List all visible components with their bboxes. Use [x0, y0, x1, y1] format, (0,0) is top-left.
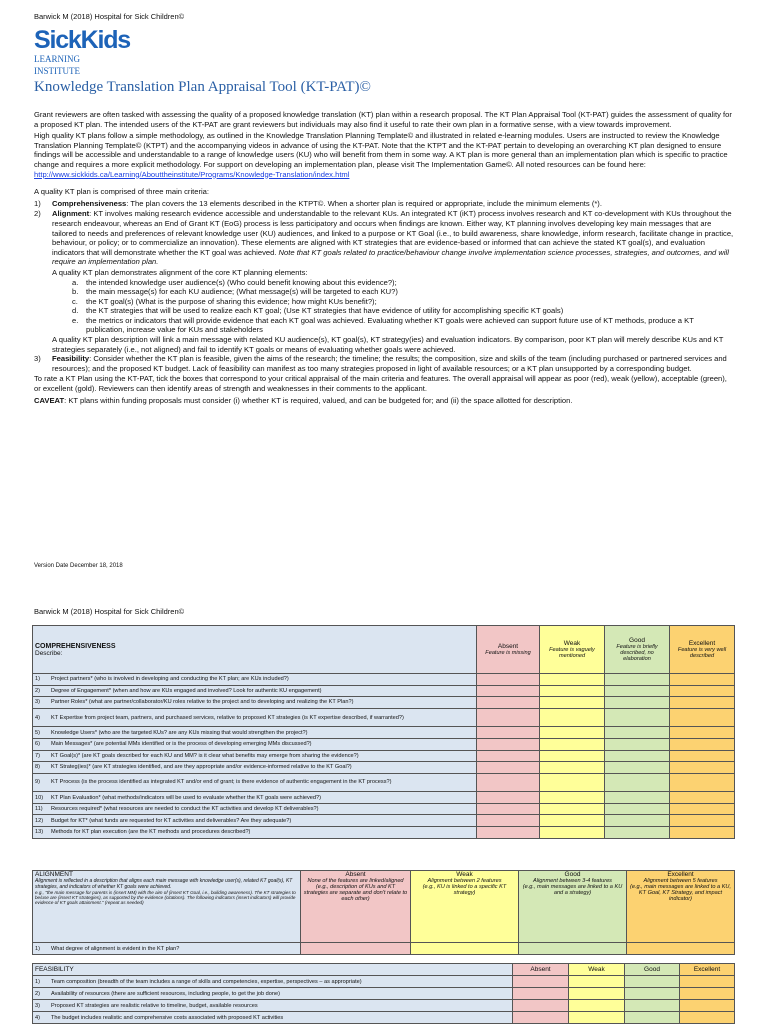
- checkbox-good[interactable]: [605, 674, 670, 686]
- checkbox-absent[interactable]: [477, 792, 540, 804]
- row-num: 7): [35, 752, 40, 759]
- intro-paragraph-1: Grant reviewers are often tasked with assessing the quality of a proposed knowledge translation (KT) plan within a research proposal. The KT Plan Appraisal Tool (KT-PAT) guides the assessment of quality for a proposed KT plan. The intended users of the KT-PAT are grant reviewers but individuals may also find it useful to rate their own plan in a formative sense, with a view towards improvement.: [34, 110, 732, 129]
- checkbox-weak[interactable]: [540, 685, 605, 697]
- row-text: KT Process (is the process identified as integrated KT and/or end of grant; is there evidence of authentic engagement in the KT process?): [51, 779, 392, 786]
- criterion-cell: [33, 815, 477, 827]
- rating-label: Excellent: [688, 640, 716, 647]
- checkbox-excellent[interactable]: [670, 708, 735, 727]
- rating-absent: [477, 626, 540, 674]
- rating-example: (e.g., KU is linked to a specific KT strategy): [422, 884, 507, 896]
- row-num: 6): [35, 741, 40, 748]
- checkbox-good[interactable]: [625, 1000, 680, 1012]
- rating-weak: [540, 626, 605, 674]
- row-text: Main Messages* (are potential MMs identified or is the process of developing emerging MMs discussed?): [51, 741, 312, 748]
- row-text: Team composition (breadth of the team includes a range of skills and competencies, expertise, perspectives – as appropriate): [51, 978, 362, 985]
- criterion-2-num: 2): [34, 209, 41, 219]
- row-num: 1): [35, 945, 40, 952]
- comprehensiveness-title: COMPREHENSIVENESS: [35, 642, 116, 650]
- rating-desc: Alignment between 3-4 features: [533, 878, 612, 884]
- row-text: Availability of resources (there are sufficient resources, including people, to get the job done): [51, 990, 280, 997]
- checkbox-good[interactable]: [605, 792, 670, 804]
- caveat: [34, 396, 734, 406]
- table-row: [33, 750, 735, 762]
- logo-brand: SickKids: [34, 26, 131, 54]
- checkbox-good[interactable]: [625, 1012, 680, 1024]
- checkbox-weak[interactable]: [540, 773, 605, 792]
- rating-good: [605, 626, 670, 674]
- checkbox-good[interactable]: [625, 976, 680, 988]
- checkbox-good[interactable]: [605, 815, 670, 827]
- feas-rating-absent: Absent: [513, 964, 569, 976]
- criterion-cell: [33, 685, 477, 697]
- row-text: KT Plan Evaluation* (what methods/indicators will be used to evaluate whether the KT goals were achieved?): [51, 794, 321, 801]
- alignment-desc: Alignment is reflected in a description that aligns each main message with knowledge user(s), related KT goal(s), KT strategies, and indicators of whether KT goals were achieved.: [35, 878, 293, 890]
- row-num: 8): [35, 764, 40, 771]
- row-text: Resources required* (what resources are needed to conduct the KT activities and develop KT deliverables?): [51, 806, 319, 813]
- row-num: 3): [35, 699, 40, 706]
- table-row: [33, 815, 735, 827]
- row-text: Knowledge Users* (who are the targeted KUs? are any KUs missing that would strengthen the project?): [51, 729, 308, 736]
- sub-item-text: the KT strategies that will be used to realize each KT goal; (Use KT strategies that have evidence of utility for accomplishing specific KT goals): [86, 306, 564, 316]
- criterion-cell: [33, 738, 477, 750]
- rating-label: Excellent: [667, 871, 694, 878]
- checkbox-good[interactable]: [605, 827, 670, 839]
- rating-label: Absent: [345, 871, 366, 878]
- criterion-cell: [33, 1012, 513, 1024]
- checkbox-excellent[interactable]: [627, 943, 735, 955]
- checkbox-excellent[interactable]: [670, 815, 735, 827]
- checkbox-absent[interactable]: [477, 827, 540, 839]
- checkbox-weak[interactable]: [569, 988, 625, 1000]
- criterion-cell: [33, 792, 477, 804]
- checkbox-weak[interactable]: [540, 803, 605, 815]
- rating-desc: Alignment between 5 features: [643, 878, 718, 884]
- feasibility-table: [32, 963, 735, 1024]
- rating-label: Good: [629, 637, 645, 644]
- rating-example: (e.g., description of KUs and KT strategies are separate and don't relate to each other): [303, 884, 408, 902]
- row-num: 3): [35, 1002, 40, 1009]
- checkbox-absent[interactable]: [477, 738, 540, 750]
- row-text: KT Expertise from project team, partners, and purchased services, relative to proposed KT strategies (is KT expertise described, if warranted?): [51, 714, 404, 721]
- table-row: [33, 803, 735, 815]
- criterion-cell: [33, 727, 477, 739]
- table-row: [33, 792, 735, 804]
- criterion-3-num: 3): [34, 354, 41, 364]
- checkbox-good[interactable]: [605, 773, 670, 792]
- resources-link[interactable]: http://www.sickkids.ca/Learning/Abouttheinstitute/Programs/Knowledge-Translation/index.html: [34, 169, 350, 179]
- table-row: [33, 727, 735, 739]
- intro-paragraph-2-text: High quality KT plans follow a simple methodology, as outlined in the Knowledge Translation Planning Template© and illustrated in related e-learning modules. Users are instructed to review the Knowledge Translation Planning Template© (KTPT) and the accompanying videos in advance of using the KT-PAT. Note that the KTPT and the KT-PAT pertain to developing an overarching KT plan designed to ensure findings will be accessible and understandable to a range of knowledge users (KU) who will benefit from them in some way. A KT plan is more general than an implementation plan which is specific to practice change and requires a more explicit methodology. For support on developing an implementation plan, please visit The Implementation Game©. All noted resources can be found here:: [34, 131, 728, 169]
- criterion-2-text: : KT involves making research evidence accessible and understandable to the relevant KUs. An integrated KT (iKT) process involves research and KT co-development with KUs throughout the research endeavour, whereas an End of Grant KT (EoG) process is less participatory and occurs when findings are known. Either way, KT planning involves developing key main messages that are tailored to needs and preferences of relevant knowledge user (KU) audiences, and linked to a purpose or KT Goal (i.e., to build awareness, share knowledge, inform research, facilitate change in practice, behaviour, or policy; or to commercialize an innovation). These elements are aligned with KT strategies that are evidence-based or informed that can achieve the stated KT goal(s), and evaluation indicators that will demonstrate whether the KT goal was achieved.: [52, 209, 734, 257]
- sub-item-num: c.: [72, 296, 78, 306]
- row-num: 1): [35, 978, 40, 985]
- criterion-1: [34, 199, 734, 209]
- checkbox-excellent[interactable]: [680, 1012, 735, 1024]
- rating-desc: Feature is missing: [485, 650, 531, 656]
- comprehensiveness-header: [33, 626, 477, 674]
- checkbox-excellent[interactable]: [670, 674, 735, 686]
- checkbox-absent[interactable]: [477, 685, 540, 697]
- criterion-cell: [33, 943, 301, 955]
- align-rating-weak: [411, 871, 519, 943]
- criterion-cell: [33, 697, 477, 709]
- checkbox-weak[interactable]: [540, 697, 605, 709]
- checkbox-absent[interactable]: [301, 943, 411, 955]
- criterion-3: [34, 354, 734, 373]
- checkbox-good[interactable]: [605, 708, 670, 727]
- intro-paragraph-2: [34, 131, 734, 179]
- checkbox-weak[interactable]: [540, 792, 605, 804]
- sub-item-num: a.: [72, 277, 79, 287]
- rating-label: Weak: [456, 871, 473, 878]
- feas-rating-good: Good: [625, 964, 680, 976]
- alignment-table: [32, 870, 735, 955]
- describe-label: Describe:: [35, 649, 63, 657]
- checkbox-weak[interactable]: [540, 727, 605, 739]
- table-row: [33, 943, 735, 955]
- rating-desc: Feature is briefly described, no elaboration: [616, 644, 658, 662]
- criterion-2-head: Alignment: [52, 209, 90, 219]
- row-num: 5): [35, 729, 40, 736]
- rating-instructions: To rate a KT Plan using the KT-PAT, tick the boxes that correspond to your critical appraisal of the main criteria and features. The overall appraisal will appear as poor (red), weak (yellow), acceptable (green), or excellent (gold). Reviewers can then identify areas of strength and weaknesses in their comments to the applicant.: [34, 374, 727, 394]
- checkbox-good[interactable]: [605, 762, 670, 774]
- criterion-cell: [33, 762, 477, 774]
- row-text: KT Strateg(ies)* (are KT strategies identified, and are they appropriate and/or evidence-informed relative to the KT Goal?): [51, 764, 352, 771]
- sub-item: [72, 287, 734, 297]
- checkbox-good[interactable]: [605, 697, 670, 709]
- table-row: [33, 988, 735, 1000]
- checkbox-excellent[interactable]: [670, 750, 735, 762]
- table-row: [33, 1012, 735, 1024]
- criterion-cell: [33, 708, 477, 727]
- checkbox-good[interactable]: [625, 988, 680, 1000]
- alignment-title: ALIGNMENT: [35, 871, 73, 878]
- checkbox-absent[interactable]: [477, 674, 540, 686]
- criteria-lead: A quality KT plan is comprised of three main criteria:: [34, 187, 210, 197]
- criterion-3-text: : Consider whether the KT plan is feasible, given the aims of the research; the timeline; the results; the composition, size and skills of the team (including purchased or partnered services and resources); and the proposed KT budget. Lack of feasibility can manifest as too many strategies proposed in light of available resources; or a KT plan unsupported by a corresponding budget.: [52, 354, 727, 373]
- row-num: 4): [35, 714, 40, 721]
- criterion-3-head: Feasibility: [52, 354, 90, 364]
- checkbox-absent[interactable]: [513, 1000, 569, 1012]
- checkbox-good[interactable]: [605, 803, 670, 815]
- checkbox-weak[interactable]: [540, 815, 605, 827]
- rating-excellent: [670, 626, 735, 674]
- sub-item-text: the main message(s) for each KU audience; (What message(s) will be targeted to each KU?): [86, 287, 398, 297]
- criterion-2-lead: A quality KT plan demonstrates alignment of the core KT planning elements:: [52, 267, 308, 277]
- checkbox-good[interactable]: [605, 738, 670, 750]
- criterion-cell: [33, 988, 513, 1000]
- row-text: What degree of alignment is evident in the KT plan?: [51, 945, 180, 952]
- logo-line-1: LEARNING: [34, 54, 80, 64]
- row-text: Methods for KT plan execution (are the KT methods and procedures described?): [51, 829, 251, 836]
- checkbox-weak[interactable]: [540, 708, 605, 727]
- row-num: 9): [35, 779, 40, 786]
- checkbox-excellent[interactable]: [670, 762, 735, 774]
- checkbox-excellent[interactable]: [670, 727, 735, 739]
- criterion-cell: [33, 803, 477, 815]
- checkbox-absent[interactable]: [477, 815, 540, 827]
- row-num: 11): [35, 806, 43, 813]
- caveat-head: CAVEAT: [34, 395, 65, 405]
- rating-label: Weak: [563, 640, 581, 647]
- checkbox-excellent[interactable]: [670, 792, 735, 804]
- checkbox-absent[interactable]: [477, 773, 540, 792]
- table-row: [33, 685, 735, 697]
- rating-desc: Feature is vaguely mentioned: [549, 647, 595, 659]
- comprehensiveness-table: [32, 625, 735, 839]
- rating-desc: Alignment between 2 features: [427, 878, 502, 884]
- row-text: Project partners* (who is involved in developing and conducting the KT plan; are KUs included?): [51, 676, 289, 683]
- checkbox-good[interactable]: [605, 727, 670, 739]
- criterion-cell: [33, 827, 477, 839]
- criterion-2-note: Note that KT goals related to practice/behaviour change involve implementation science processes, strategies, and outcomes, and will require an implementation plan.: [52, 247, 729, 267]
- checkbox-excellent[interactable]: [680, 1000, 735, 1012]
- checkbox-absent[interactable]: [477, 750, 540, 762]
- rating-example: (e.g., main messages are linked to a KU, KT Goal, KT Strategy, and impact indicator): [629, 884, 732, 902]
- checkbox-good[interactable]: [519, 943, 627, 955]
- table-row: [33, 762, 735, 774]
- sub-item-text: the intended knowledge user audience(s) (Who could benefit knowing about this evidence?);: [86, 277, 397, 287]
- sub-item: [72, 278, 734, 288]
- criterion-2: [34, 209, 734, 267]
- checkbox-absent[interactable]: [477, 803, 540, 815]
- table-row: [33, 773, 735, 792]
- checkbox-excellent[interactable]: [670, 803, 735, 815]
- sub-item: [72, 297, 734, 307]
- checkbox-excellent[interactable]: [680, 976, 735, 988]
- criterion-cell: [33, 1000, 513, 1012]
- sub-item: [72, 306, 734, 316]
- alignment-header: [33, 871, 301, 943]
- criterion-cell: [33, 773, 477, 792]
- row-num: 1): [35, 676, 40, 683]
- criterion-cell: [33, 674, 477, 686]
- row-num: 10): [35, 794, 44, 801]
- checkbox-excellent[interactable]: [670, 685, 735, 697]
- checkbox-weak[interactable]: [569, 976, 625, 988]
- checkbox-absent[interactable]: [477, 697, 540, 709]
- checkbox-good[interactable]: [605, 685, 670, 697]
- checkbox-good[interactable]: [605, 750, 670, 762]
- row-num: 4): [35, 1014, 40, 1021]
- checkbox-absent[interactable]: [477, 708, 540, 727]
- checkbox-absent[interactable]: [513, 988, 569, 1000]
- align-rating-excellent: [627, 871, 735, 943]
- criterion-1-head: Comprehensiveness: [52, 198, 127, 208]
- criterion-2-tail: A quality KT plan description will link a main message with related KU audience(s), KT goal(s), KT strategy(ies) and evaluation indicators. By comparison, poor KT plan will merely describe KUs and KT strategies separately (i.e., not aligned) and fail to identify KT goals or means of evaluating whether goals were achieved.: [52, 335, 724, 354]
- sickkids-logo: [34, 28, 130, 76]
- table-row: [33, 1000, 735, 1012]
- checkbox-absent[interactable]: [477, 762, 540, 774]
- checkbox-weak[interactable]: [540, 827, 605, 839]
- rating-example: (e.g., main messages are linked to a KU and a strategy): [522, 884, 623, 896]
- criterion-cell: [33, 976, 513, 988]
- row-text: The budget includes realistic and comprehensive costs associated with proposed KT activities: [51, 1014, 284, 1021]
- checkbox-weak[interactable]: [540, 738, 605, 750]
- table-row: [33, 976, 735, 988]
- checkbox-excellent[interactable]: [670, 773, 735, 792]
- feas-rating-excellent: Excellent: [680, 964, 735, 976]
- logo-line-2: INSTITUTE: [34, 65, 80, 76]
- checkbox-excellent[interactable]: [670, 738, 735, 750]
- checkbox-weak[interactable]: [540, 762, 605, 774]
- checkbox-excellent[interactable]: [670, 697, 735, 709]
- checkbox-weak[interactable]: [569, 1012, 625, 1024]
- sub-item-num: b.: [72, 287, 79, 297]
- sub-item-num: e.: [72, 315, 79, 325]
- sub-item-text: the metrics or indicators that will provide evidence that each KT goal was achieved. Evaluating whether KT goals were achieved can support future use of KT methods, produce a KT publication, increase value for KUs and stakeholders: [86, 315, 694, 335]
- intro-body: [34, 110, 734, 407]
- criterion-cell: [33, 750, 477, 762]
- feasibility-title: FEASIBILITY: [33, 964, 513, 976]
- row-text: Budget for KT* (what funds are requested for KT activities and deliverables? Are they adequate?): [51, 817, 292, 824]
- sub-item: [72, 316, 734, 335]
- checkbox-absent[interactable]: [477, 727, 540, 739]
- row-text: Degree of Engagement* (when and how are KUs engaged and involved? Look for authentic KU engagement): [51, 687, 322, 694]
- rating-desc: None of the features are linked/aligned: [307, 878, 404, 884]
- align-rating-good: [519, 871, 627, 943]
- row-num: 2): [35, 687, 40, 694]
- row-text: KT Goal(s)* (are KT goals described for each KU and MM? is it clear what benefits may emerge from sharing the evidence?): [51, 752, 359, 759]
- feas-rating-weak: Weak: [569, 964, 625, 976]
- checkbox-weak[interactable]: [540, 674, 605, 686]
- criterion-1-text: : The plan covers the 13 elements described in the KTPT©. When a shorter plan is required or appropriate, include the minimum elements (*).: [126, 198, 602, 208]
- row-text: Partner Roles* (what are partner/collaborator/KU roles relative to the project and to developing and realizing the KT Plan?): [51, 699, 354, 706]
- rating-desc: Feature is very well described: [677, 647, 727, 659]
- sub-item-num: d.: [72, 306, 79, 316]
- table-row: [33, 674, 735, 686]
- rating-label: Good: [564, 871, 581, 878]
- alignment-example: e.g., "the main message for parents is (insert MM) with the aim of (insert KT Goal, i.e., building awareness). The KT strategies to be/use are (insert KT strategies), as supported by the evidence (citations). The following indicators (insert indicators) will provide evidence of KT goals attainment." (repeat as needed): [35, 890, 296, 905]
- header-citation: Barwick M (2018) Hospital for Sick Children©: [34, 12, 185, 21]
- checkbox-weak[interactable]: [540, 750, 605, 762]
- checkbox-absent[interactable]: [513, 976, 569, 988]
- sub-item-text: the KT goal(s) (What is the purpose of sharing this evidence; how might KUs benefit?);: [86, 296, 377, 306]
- caveat-text: : KT plans within funding proposals must consider (i) whether KT is required, valued, and can be budgeted for; and (ii) the space allotted for description.: [64, 395, 573, 405]
- criterion-1-num: 1): [34, 198, 41, 208]
- row-num: 2): [35, 990, 40, 997]
- rating-label: Absent: [497, 643, 519, 650]
- header-citation-2: Barwick M (2018) Hospital for Sick Children©: [34, 607, 185, 616]
- row-num: 12): [35, 817, 44, 824]
- checkbox-excellent[interactable]: [680, 988, 735, 1000]
- row-text: Proposed KT strategies are realistic relative to timeline, budget, available resources: [51, 1002, 258, 1009]
- table-row: [33, 708, 735, 727]
- table-row: [33, 697, 735, 709]
- page-title: Knowledge Translation Plan Appraisal Tool (KT-PAT)©: [34, 79, 371, 95]
- checkbox-absent[interactable]: [513, 1012, 569, 1024]
- row-num: 13): [35, 829, 44, 836]
- align-rating-absent: [301, 871, 411, 943]
- version-date: Version Date December 18, 2018: [34, 563, 123, 569]
- checkbox-weak[interactable]: [569, 1000, 625, 1012]
- table-row: [33, 827, 735, 839]
- checkbox-weak[interactable]: [411, 943, 519, 955]
- table-row: [33, 738, 735, 750]
- checkbox-excellent[interactable]: [670, 827, 735, 839]
